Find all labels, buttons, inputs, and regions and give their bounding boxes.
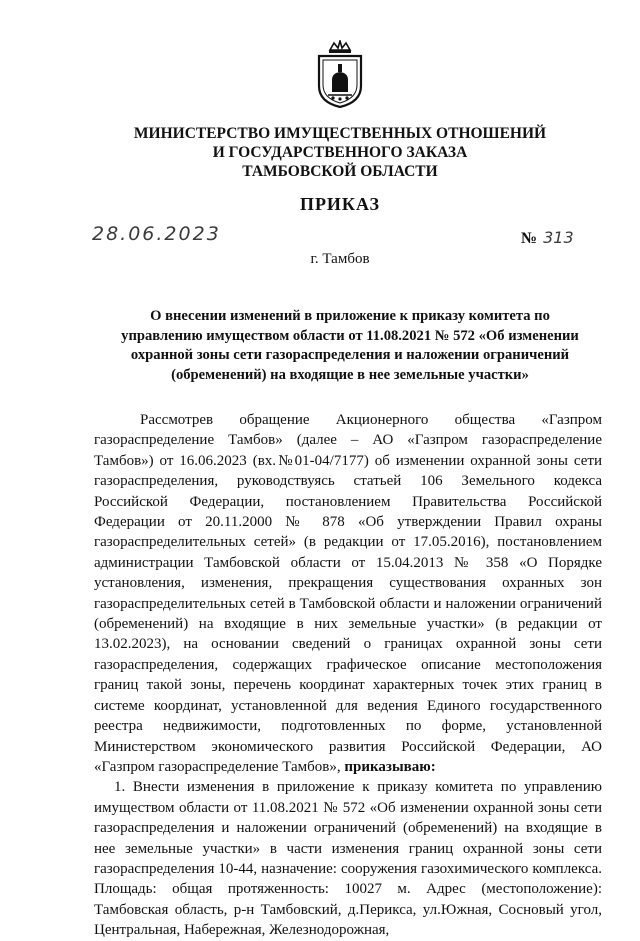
handwritten-date: 28.06.2023 (92, 223, 221, 245)
ministry-line-2: И ГОСУДАРСТВЕННОГО ЗАКАЗА (212, 144, 468, 161)
subject-line-3: охранной зоны сети газораспределения и наложении ограничений (130, 347, 570, 363)
handwritten-number: 313 (543, 228, 574, 247)
order-word: приказываю: (344, 758, 436, 775)
city-line: г. Тамбов (310, 251, 370, 267)
order-subject (112, 307, 588, 385)
preamble-paragraph (94, 410, 602, 777)
number-label: № (521, 230, 538, 247)
coat-of-arms-emblem (316, 40, 364, 108)
subject-line-1: О внесении изменений в приложение к приказу комитета по (150, 308, 550, 324)
preamble-text: Рассмотрев обращение Акционерного общества «Газпром газораспределение Тамбов» (далее – АО «Газпром газораспределение Тамбов») от 16.06.2023 (вх.№01-04/7177) об изменении охранной зоны сети газораспределения, руководствуясь статьей 106 Земельного кодекса Российской Федерации, постановлением Правительства Российской Федерации от 20.11.2000 № 878 «Об утверждении Правил охраны газораспределительных сетей» (в редакции от 17.05.2016), постановлением администрации Тамбовской области от 15.04.2013 № 358 «О Порядке установления, изменения, прекращения существования охранных зон газораспределительных сетей в Тамбовской области и наложении ограничений (обременений) на входящие в них земельные участки» (в редакции от 13.02.2023), на основании сведений о границах охранной зоны сети газораспределения, содержащих графическое описание местоположения границ такой зоны, перечень координат характерных точек этих границ в системе координат, установленной для ведения Единого государственного реестра недвижимости, подготовленных по форме, установленной Министерством экономического развития Российской Федерации, АО «Газпром газораспределение Тамбов», (94, 412, 602, 775)
order-number (521, 228, 574, 248)
ministry-line-3: ТАМБОВСКОЙ ОБЛАСТИ (242, 163, 438, 180)
item-1-paragraph: 1. Внести изменения в приложение к приказу комитета по управлению имуществом области от 11.08.2021 № 572 «Об изменении охранной зоны сети газораспределения и наложении ограничений (обременений) на входящие в нее земельные участки» в части изменения границ охранной зоны сети газораспределения 10-44, назначение: сооружения газохимического комплекса. Площадь: общая протяженность: 10027 м. Адрес (местоположение): Тамбовская область, р-н Тамбовский, д.Перикса, ул.Южная, Сосновый угол, Центральная, Набережная, Железнодорожная, (94, 779, 602, 939)
ministry-name (120, 124, 560, 181)
subject-line-4: (обременений) на входящие в нее земельные участки» (171, 366, 529, 383)
document-body (94, 410, 602, 941)
ministry-line-1: МИНИСТЕРСТВО ИМУЩЕСТВЕННЫХ ОТНОШЕНИЙ (133, 125, 547, 142)
subject-line-2: управлению имуществом области от 11.08.2021 № 572 «Об изменении (121, 327, 579, 344)
document-type-title: ПРИКАЗ (299, 194, 381, 214)
